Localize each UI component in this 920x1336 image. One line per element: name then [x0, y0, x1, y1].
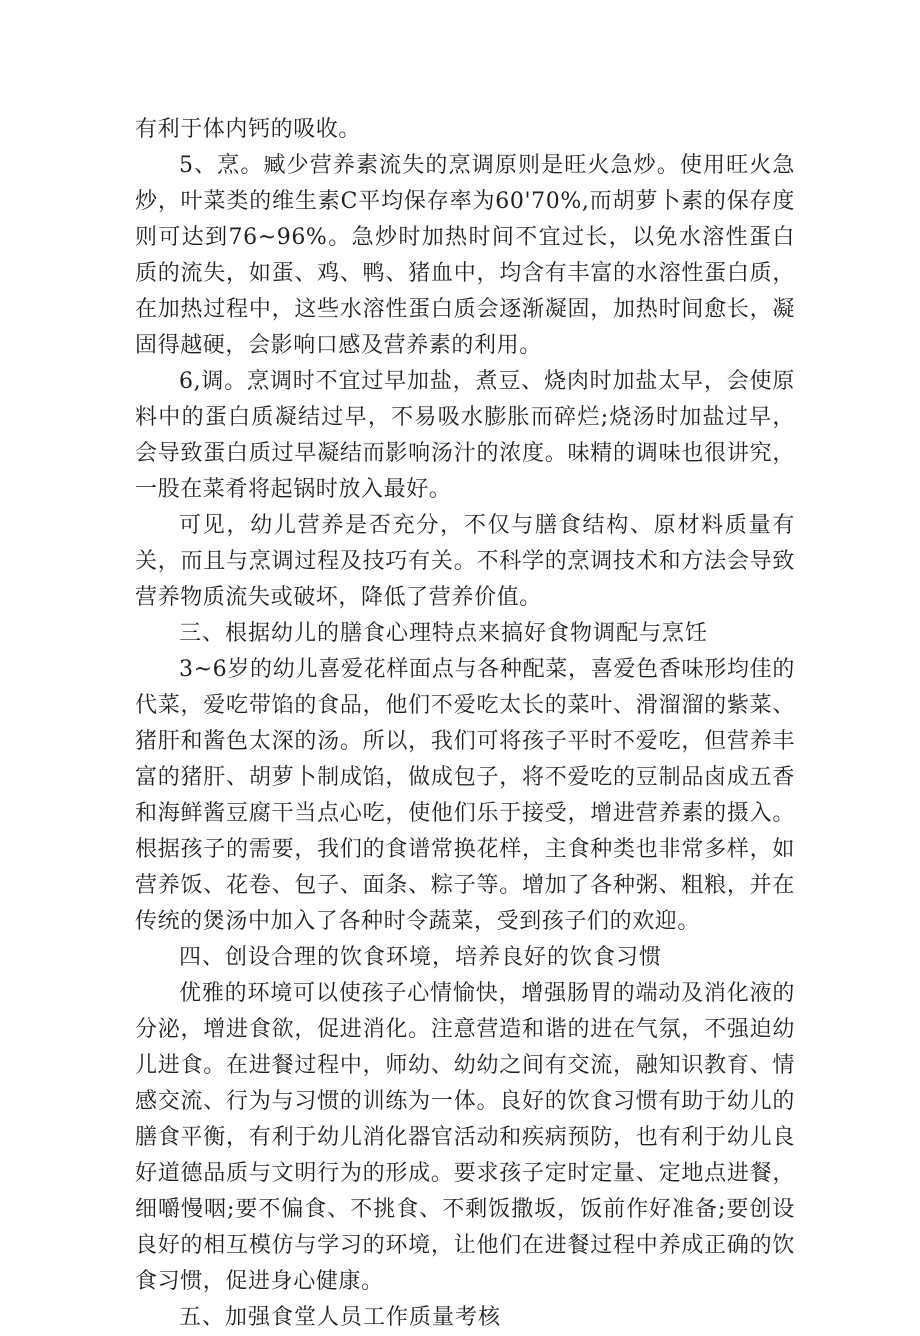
section-heading-three: 三、根据幼儿的膳食心理特点来搞好食物调配与烹饪 [179, 621, 709, 646]
paragraph-dining-environment: 优雅的环境可以使孩子心情愉快，增强肠胃的端动及消化液的分泌，增进食欲，促进消化。注意营造和谐的进在气氛，不强迫幼儿进食。在进餐过程中，师幼、幼幼之间有交流，融知识教育、情感交流、行为与习惯的训练为一体。良好的饮食习惯有助于幼儿的膳食平衡，有利于幼儿消化器官活动和疾病预防，也有利于幼儿良好道德品质与文明行为的形成。要求孩子定时定量、定地点进餐，细嚼慢咽;要不偏食、不挑食、不剩饭撒坂，饭前作好准备;要创设良好的相互模仿与学习的环境，让他们在进餐过程中养成正确的饮食习惯，促进身心健康。 [135, 981, 795, 1294]
paragraph-seasoning: 6,调。烹调时不宜过早加盐，煮豆、烧肉时加盐太早，会使原料中的蛋白质凝结过早，不易吸水膨胀而碎烂;烧汤时加盐过早，会导致蛋白质过早凝结而影响汤汁的浓度。味精的调味也很讲究，一股在菜肴将起锅时放入最好。 [135, 369, 795, 502]
paragraph-diet-preferences: 3~6岁的幼儿喜爱花样面点与各种配菜，喜爱色香味形均佳的代菜，爱吃带馅的食品，他们不爱吃太长的菜叶、滑溜溜的紫菜、猪肝和酱色太深的汤。所以，我们可将孩子平时不爱吃，但营养丰富的猪肝、胡萝卜制成馅，做成包子，将不爱吃的豆制品卤成五香和海鲜酱豆腐干当点心吃，使他们乐于接受，增进营养素的摄入。根据孩子的需要，我们的食谱常换花样，主食种类也非常多样，如营养饭、花卷、包子、面条、粽子等。增加了各种粥、粗粮，并在传统的煲汤中加入了各种时令蔬菜，受到孩子们的欢迎。 [135, 657, 795, 934]
paragraph-cooking-stir-fry: 5、烹。臧少营养素流失的烹调原则是旺火急炒。使用旺火急炒，叶菜类的维生素C平均保存率为60'70%,而胡萝卜素的保存度则可达到76~96%。急炒时加热时间不宜过长，以免水溶性蛋白质的流失，如蛋、鸡、鸭、猪血中，均含有丰富的水溶性蛋白质，在加热过程中，这些水溶性蛋白质会逐渐凝固，加热时间愈长，凝固得越硬，会影响口感及营养素的利用。 [135, 153, 795, 358]
paragraph-calcium-absorption: 有利于体内钙的吸收。 [135, 117, 362, 142]
paragraph-conclusion: 可见，幼儿营养是否充分，不仅与膳食结构、原材料质量有关，而且与烹调过程及技巧有关。不科学的烹调技术和方法会导致营养物质流失或破坏，降低了营养价值。 [135, 513, 795, 610]
document-body [135, 112, 795, 1336]
section-heading-five: 五、加强食堂人员工作质量考核 [179, 1305, 502, 1330]
section-heading-four: 四、创设合理的饮食环境，培养良好的饮食习惯 [179, 945, 663, 970]
